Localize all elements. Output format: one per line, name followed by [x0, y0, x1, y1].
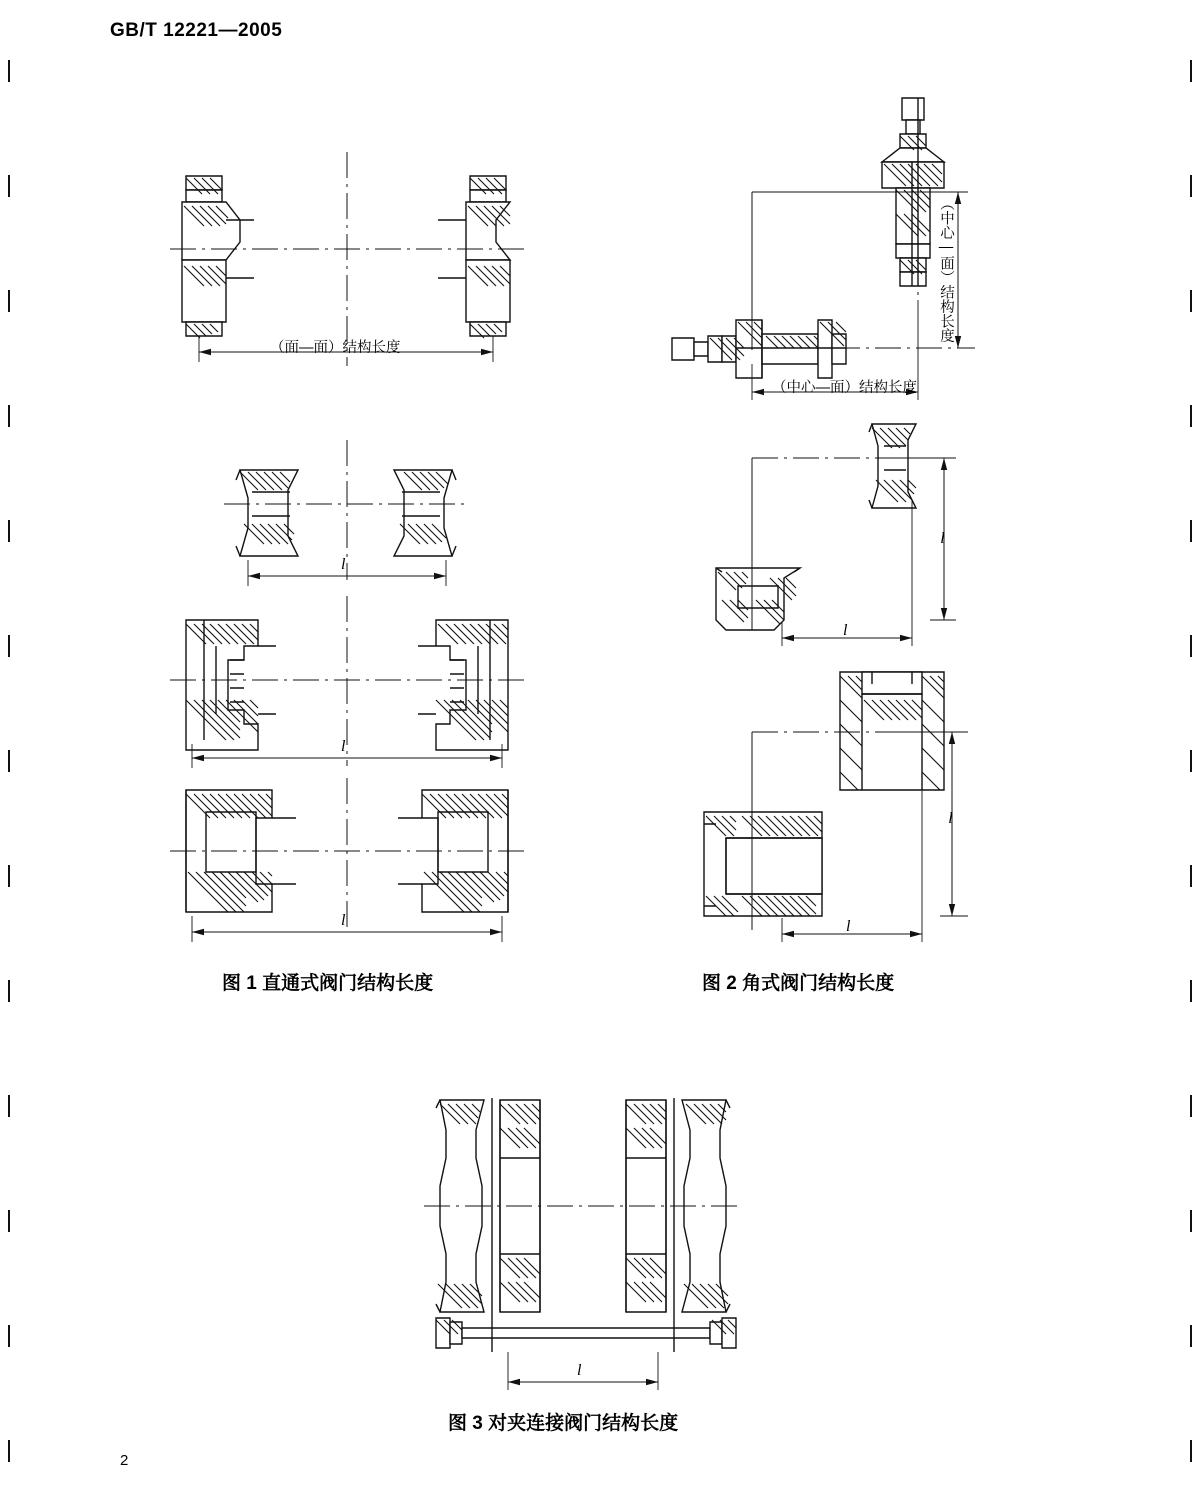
figure-2-caption: 图 2 角式阀门结构长度 [702, 973, 895, 994]
page-number: 2 [120, 1452, 129, 1469]
figure-2-drawing [672, 98, 975, 942]
fig1-socketweld-pair [170, 778, 524, 942]
fig2-length-symbol-vertical-socket: l [942, 810, 959, 827]
figure-3-caption: 图 3 对夹连接阀门结构长度 [448, 1413, 679, 1434]
fig1-length-symbol-buttweld: l [341, 556, 346, 573]
figure-3-drawing [424, 1098, 742, 1390]
fig1-face-to-face-label: （面—面）结构长度 [270, 340, 401, 356]
fig1-length-symbol-socketweld: l [341, 912, 346, 929]
fig2-length-symbol-vertical-buttweld: l [934, 530, 951, 547]
fig2-center-to-face-vertical-label: （中心—面）结构长度 [938, 196, 954, 343]
fig1-length-symbol-threaded: l [341, 738, 346, 755]
fig1-flanged-pair [170, 152, 524, 366]
fig1-threaded-pair [170, 596, 524, 768]
standard-number: GB/T 12221—2005 [110, 20, 283, 41]
fig2-length-symbol-horizontal-buttweld: l [843, 622, 848, 639]
fig1-buttweld-pair [224, 440, 468, 586]
fig2-length-symbol-horizontal-socket: l [846, 918, 851, 935]
fig2-center-to-face-horizontal-label: （中心—面）结构长度 [772, 380, 917, 396]
fig3-length-symbol: l [577, 1362, 582, 1379]
figure-1-caption: 图 1 直通式阀门结构长度 [222, 973, 434, 994]
